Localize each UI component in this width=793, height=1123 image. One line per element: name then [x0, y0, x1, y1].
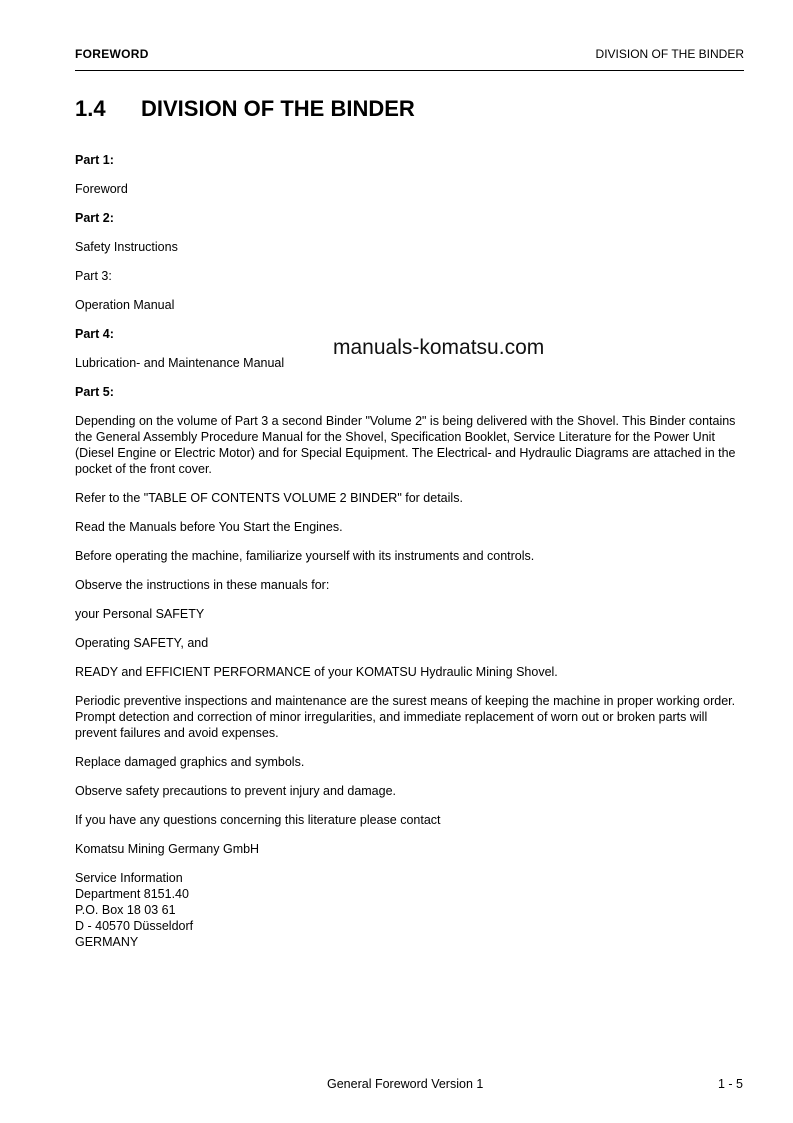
part-5-label: Part 5: — [75, 385, 114, 399]
paragraph-read-manuals: Read the Manuals before You Start the Engines. — [75, 520, 343, 534]
paragraph-performance: READY and EFFICIENT PERFORMANCE of your KOMATSU Hydraulic Mining Shovel. — [75, 665, 558, 679]
address-line: Service Information — [75, 871, 183, 885]
part-1-text: Foreword — [75, 182, 128, 196]
part-2-label: Part 2: — [75, 211, 114, 225]
paragraph-observe-instructions: Observe the instructions in these manuals for: — [75, 578, 330, 592]
paragraph-personal-safety: your Personal SAFETY — [75, 607, 205, 621]
paragraph-safety-precautions: Observe safety precautions to prevent injury and damage. — [75, 784, 397, 798]
paragraph-replace-graphics: Replace damaged graphics and symbols. — [75, 755, 305, 769]
paragraph-familiarize: Before operating the machine, familiarize yourself with its instruments and controls. — [75, 549, 535, 563]
watermark-text: manuals-komatsu.com — [333, 336, 545, 359]
part-1-label: Part 1: — [75, 153, 114, 167]
part-5-text: Depending on the volume of Part 3 a second Binder "Volume 2" is being delivered with the Shovel. This Binder contains the General Assembly Procedure Manual for the Shovel, Specification Booklet, Service Literature for the Power Unit (Diesel Engine or Electric Motor) and for Special Equipment. The Electrical- and Hydraulic Diagrams are attached in the pocket of the front cover. — [75, 414, 736, 476]
paragraph-company: Komatsu Mining Germany GmbH — [75, 842, 260, 856]
header-rule — [75, 70, 744, 71]
part-4-text: Lubrication- and Maintenance Manual — [75, 356, 285, 370]
address-line: Department 8151.40 — [75, 887, 189, 901]
part-3-text: Operation Manual — [75, 298, 175, 312]
paragraph-inspections: Periodic preventive inspections and maintenance are the surest means of keeping the machine in proper working order. Prompt detection and correction of minor irregularities, and immediate replacement of worn out or broken parts will prevent failures and avoid expenses. — [75, 694, 736, 740]
running-header-left: FOREWORD — [75, 47, 149, 61]
address-line: D - 40570 Düsseldorf — [75, 919, 194, 933]
address-line: P.O. Box 18 03 61 — [75, 903, 176, 917]
address-line: GERMANY — [75, 935, 139, 949]
body-text — [75, 152, 745, 950]
page-number: 1 - 5 — [717, 1077, 743, 1091]
section-number: 1.4 — [75, 96, 106, 121]
footer-title: General Foreword Version 1 — [327, 1077, 484, 1091]
section-title: DIVISION OF THE BINDER — [141, 96, 415, 121]
part-3-label: Part 3: — [75, 269, 112, 283]
part-4-label: Part 4: — [75, 327, 114, 341]
address-block — [75, 870, 745, 950]
part-2-text: Safety Instructions — [75, 240, 178, 254]
running-header-right: DIVISION OF THE BINDER — [595, 47, 744, 61]
paragraph-contact: If you have any questions concerning this literature please contact — [75, 813, 441, 827]
paragraph-toc-reference: Refer to the "TABLE OF CONTENTS VOLUME 2 BINDER" for details. — [75, 491, 463, 505]
paragraph-operating-safety: Operating SAFETY, and — [75, 636, 209, 650]
section-heading — [75, 96, 415, 122]
